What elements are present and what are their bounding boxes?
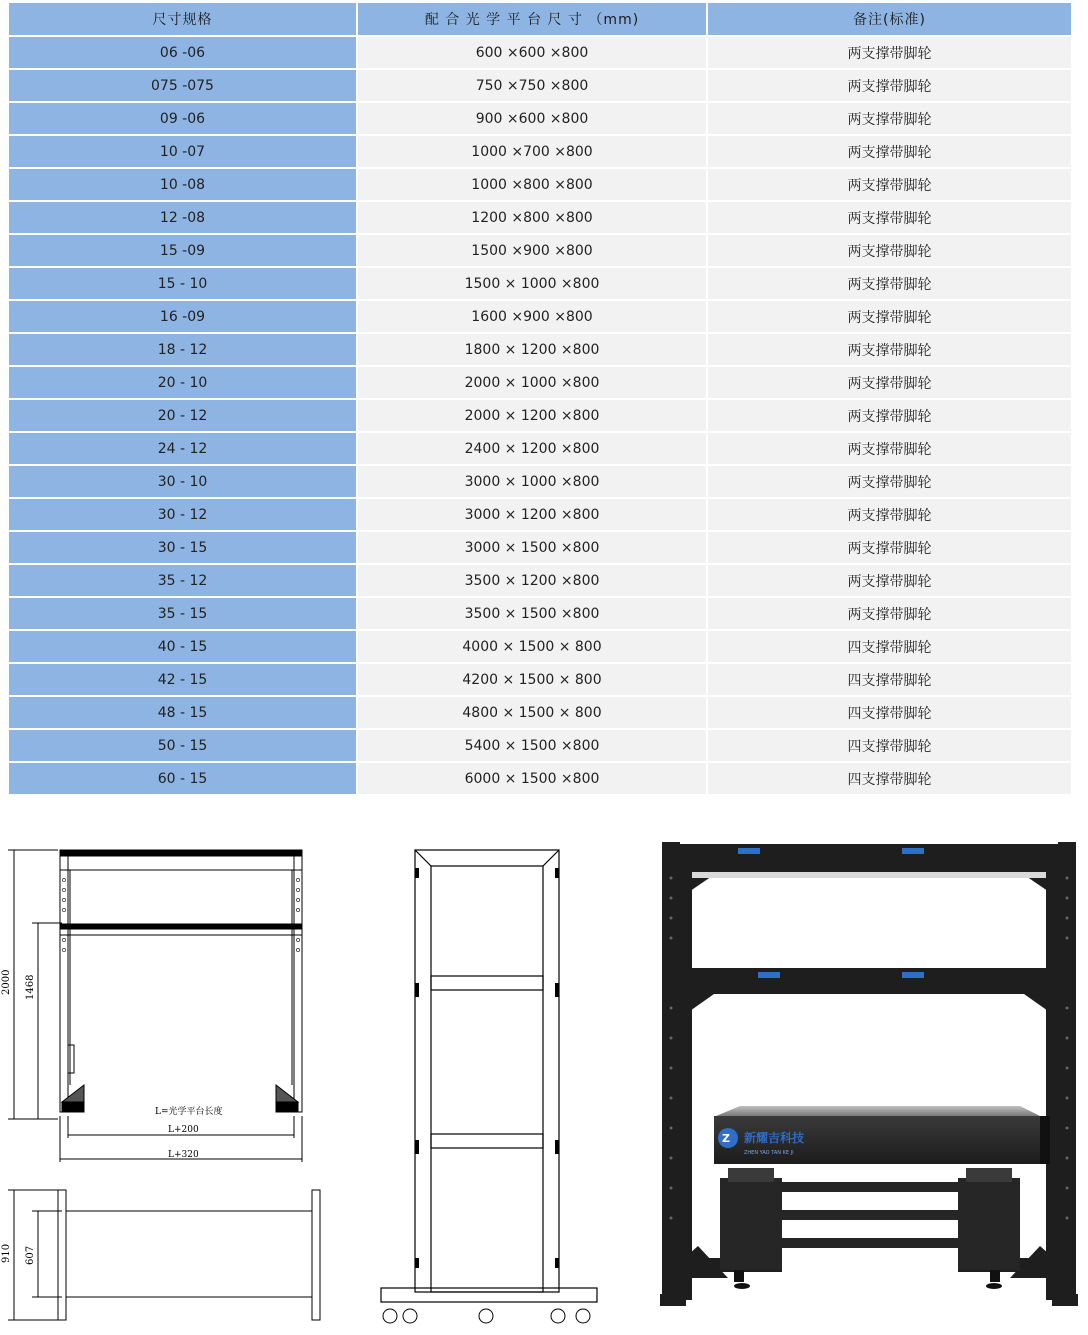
dim-top-inner: 607 xyxy=(25,1245,36,1265)
table-row xyxy=(9,102,1071,135)
cell-size: 60 - 15 xyxy=(9,762,357,795)
cell-size: 30 - 15 xyxy=(9,531,357,564)
cell-size: 24 - 12 xyxy=(9,432,357,465)
spec-table xyxy=(9,3,1071,796)
cell-size: 06 -06 xyxy=(9,36,357,69)
cell-platform-dimensions: 5400 × 1500 ×800 xyxy=(357,729,707,762)
cell-size: 10 -07 xyxy=(9,135,357,168)
cell-platform-dimensions: 2400 × 1200 ×800 xyxy=(357,432,707,465)
table-row xyxy=(9,267,1071,300)
table-row xyxy=(9,597,1071,630)
table-header-row xyxy=(9,3,1071,36)
dim-outer: L+320 xyxy=(168,1150,199,1160)
table-row xyxy=(9,168,1071,201)
cell-platform-dimensions: 1000 ×700 ×800 xyxy=(357,135,707,168)
table-body xyxy=(9,36,1071,795)
table-row xyxy=(9,762,1071,795)
cell-size: 09 -06 xyxy=(9,102,357,135)
cell-platform-dimensions: 4800 × 1500 × 800 xyxy=(357,696,707,729)
product-photo-svg xyxy=(658,838,1082,1318)
side-view-drawing xyxy=(378,848,600,1328)
cell-remarks: 两支撑带脚轮 xyxy=(707,267,1071,300)
cell-platform-dimensions: 1500 ×900 ×800 xyxy=(357,234,707,267)
cell-size: 12 -08 xyxy=(9,201,357,234)
cell-platform-dimensions: 3000 × 1500 ×800 xyxy=(357,531,707,564)
cell-platform-dimensions: 3500 × 1500 ×800 xyxy=(357,597,707,630)
table-row xyxy=(9,69,1071,102)
cell-remarks: 两支撑带脚轮 xyxy=(707,597,1071,630)
cell-size: 42 - 15 xyxy=(9,663,357,696)
cell-platform-dimensions: 3500 × 1200 ×800 xyxy=(357,564,707,597)
table-row xyxy=(9,498,1071,531)
cell-remarks: 四支撑带脚轮 xyxy=(707,663,1071,696)
cell-remarks: 两支撑带脚轮 xyxy=(707,465,1071,498)
cell-platform-dimensions: 4200 × 1500 × 800 xyxy=(357,663,707,696)
cell-remarks: 四支撑带脚轮 xyxy=(707,630,1071,663)
header-remarks: 备注(标准) xyxy=(707,3,1071,36)
cell-platform-dimensions: 750 ×750 ×800 xyxy=(357,69,707,102)
cell-size: 10 -08 xyxy=(9,168,357,201)
cell-platform-dimensions: 1000 ×800 ×800 xyxy=(357,168,707,201)
table-row xyxy=(9,663,1071,696)
table-row xyxy=(9,201,1071,234)
cell-platform-dimensions: 2000 × 1200 ×800 xyxy=(357,399,707,432)
cell-size: 30 - 10 xyxy=(9,465,357,498)
cell-platform-dimensions: 3000 × 1000 ×800 xyxy=(357,465,707,498)
table-row xyxy=(9,564,1071,597)
front-view-svg xyxy=(0,840,320,1170)
side-view-svg xyxy=(378,848,600,1328)
cell-remarks: 两支撑带脚轮 xyxy=(707,102,1071,135)
table-row xyxy=(9,135,1071,168)
dim-top-outer: 910 xyxy=(1,1243,12,1263)
table-row xyxy=(9,465,1071,498)
table-row xyxy=(9,234,1071,267)
dim-total-height: 2000 xyxy=(1,969,12,995)
table-row xyxy=(9,300,1071,333)
cell-remarks: 两支撑带脚轮 xyxy=(707,531,1071,564)
cell-platform-dimensions: 600 ×600 ×800 xyxy=(357,36,707,69)
cell-platform-dimensions: 1600 ×900 ×800 xyxy=(357,300,707,333)
cell-remarks: 两支撑带脚轮 xyxy=(707,168,1071,201)
cell-remarks: 两支撑带脚轮 xyxy=(707,498,1071,531)
cell-size: 30 - 12 xyxy=(9,498,357,531)
cell-remarks: 两支撑带脚轮 xyxy=(707,432,1071,465)
cell-size: 20 - 10 xyxy=(9,366,357,399)
cell-size: 075 -075 xyxy=(9,69,357,102)
cell-platform-dimensions: 4000 × 1500 × 800 xyxy=(357,630,707,663)
cell-remarks: 四支撑带脚轮 xyxy=(707,729,1071,762)
table-row xyxy=(9,729,1071,762)
front-view-drawing xyxy=(0,840,320,1170)
cell-size: 35 - 12 xyxy=(9,564,357,597)
cell-remarks: 两支撑带脚轮 xyxy=(707,135,1071,168)
cell-size: 15 -09 xyxy=(9,234,357,267)
table-row xyxy=(9,333,1071,366)
cell-platform-dimensions: 1200 ×800 ×800 xyxy=(357,201,707,234)
dim-inner: L+200 xyxy=(168,1125,199,1135)
svg-text:Z: Z xyxy=(722,1132,730,1145)
cell-remarks: 两支撑带脚轮 xyxy=(707,69,1071,102)
cell-remarks: 四支撑带脚轮 xyxy=(707,762,1071,795)
cell-remarks: 两支撑带脚轮 xyxy=(707,399,1071,432)
table-row xyxy=(9,366,1071,399)
brand-logo xyxy=(718,1128,738,1148)
brand-name: 新耀吉科技 xyxy=(744,1131,805,1145)
table-row xyxy=(9,531,1071,564)
table-row xyxy=(9,432,1071,465)
table-row xyxy=(9,630,1071,663)
cell-size: 15 - 10 xyxy=(9,267,357,300)
cell-remarks: 两支撑带脚轮 xyxy=(707,300,1071,333)
cell-platform-dimensions: 3000 × 1200 ×800 xyxy=(357,498,707,531)
cell-size: 18 - 12 xyxy=(9,333,357,366)
cell-size: 16 -09 xyxy=(9,300,357,333)
cell-remarks: 两支撑带脚轮 xyxy=(707,366,1071,399)
cell-platform-dimensions: 900 ×600 ×800 xyxy=(357,102,707,135)
top-view-drawing xyxy=(0,1185,325,1325)
cell-remarks: 两支撑带脚轮 xyxy=(707,564,1071,597)
cell-platform-dimensions: 1500 × 1000 ×800 xyxy=(357,267,707,300)
header-platform-dimensions: 配 合 光 学 平 台 尺 寸 （mm) xyxy=(357,3,707,36)
table-row xyxy=(9,696,1071,729)
cell-platform-dimensions: 6000 × 1500 ×800 xyxy=(357,762,707,795)
top-view-svg xyxy=(0,1185,325,1325)
cell-remarks: 四支撑带脚轮 xyxy=(707,696,1071,729)
cell-size: 40 - 15 xyxy=(9,630,357,663)
cell-remarks: 两支撑带脚轮 xyxy=(707,201,1071,234)
product-photo xyxy=(658,838,1082,1318)
brand-subtitle: ZHEN YAO TAN KE JI xyxy=(744,1150,794,1156)
header-size: 尺寸规格 xyxy=(9,3,357,36)
cell-platform-dimensions: 1800 × 1200 ×800 xyxy=(357,333,707,366)
label-length: L=光学平台长度 xyxy=(155,1107,223,1117)
cell-size: 35 - 15 xyxy=(9,597,357,630)
cell-remarks: 两支撑带脚轮 xyxy=(707,333,1071,366)
cell-size: 48 - 15 xyxy=(9,696,357,729)
table-row xyxy=(9,36,1071,69)
cell-remarks: 两支撑带脚轮 xyxy=(707,234,1071,267)
cell-size: 50 - 15 xyxy=(9,729,357,762)
cell-size: 20 - 12 xyxy=(9,399,357,432)
cell-platform-dimensions: 2000 × 1000 ×800 xyxy=(357,366,707,399)
dim-lower-height: 1468 xyxy=(25,974,36,1000)
table-row xyxy=(9,399,1071,432)
cell-remarks: 两支撑带脚轮 xyxy=(707,36,1071,69)
